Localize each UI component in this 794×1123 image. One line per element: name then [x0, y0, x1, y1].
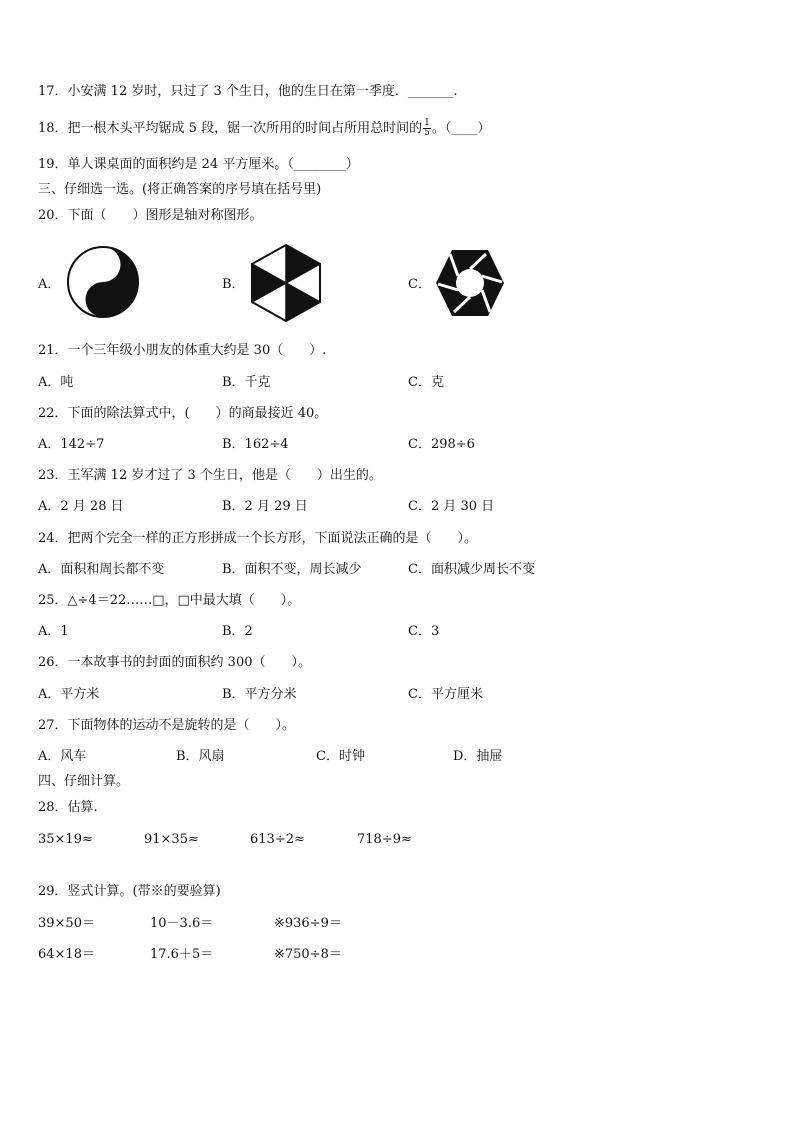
- option-b: B．162÷4: [222, 437, 289, 452]
- estimate-item: 91×35≈: [144, 832, 199, 847]
- section-4-heading: 四、仔细计算。: [38, 774, 130, 789]
- option-c: C．298÷6: [408, 437, 475, 452]
- option-a-label: A．: [38, 277, 61, 292]
- option-b: B．风扇: [176, 749, 225, 764]
- option-c: C．面积减少周长不变: [408, 562, 535, 577]
- question-19: 19．单人课桌面的面积约是 24 平方厘米。（________）: [38, 157, 359, 172]
- option-c: C．时钟: [316, 749, 365, 764]
- question-29-stem: 29．竖式计算。(带※的要验算): [38, 884, 221, 899]
- estimate-item: 718÷9≈: [357, 832, 412, 847]
- option-a: A．平方米: [38, 687, 100, 702]
- question-28-stem: 28．估算.: [38, 800, 98, 815]
- question-22-stem: 22．下面的除法算式中，( ）的商最接近 40。: [38, 406, 328, 421]
- question-18-text: 18．把一根木头平均锯成 5 段，锯一次所用的时间占所用总时间的: [38, 121, 423, 136]
- fraction: $\frac{1}{5}$: [424, 118, 430, 138]
- option-b: B．平方分米: [222, 687, 297, 702]
- question-20-stem: 20．下面（ ）图形是轴对称图形。: [38, 208, 263, 223]
- option-a: A．1: [38, 624, 69, 639]
- calc-item: 10－3.6＝: [150, 916, 214, 931]
- pinwheel-hexagon-figure: [434, 248, 506, 318]
- question-24-stem: 24．把两个完全一样的正方形拼成一个长方形，下面说法正确的是（ ）。: [38, 531, 478, 546]
- yin-yang-figure: [66, 245, 140, 319]
- question-27-stem: 27．下面物体的运动不是旋转的是（ ）。: [38, 718, 296, 733]
- calc-item: 64×18＝: [38, 947, 95, 962]
- option-d: D．抽屉: [453, 749, 503, 764]
- option-c: C．3: [408, 624, 440, 639]
- option-a: A．面积和周长都不变: [38, 562, 165, 577]
- option-b: B．2: [222, 624, 253, 639]
- option-c-label: C．: [408, 277, 431, 292]
- calc-item: 39×50＝: [38, 916, 95, 931]
- option-a: A．142÷7: [38, 437, 105, 452]
- hexagon-figure: [250, 243, 322, 323]
- calc-item: ※936÷9＝: [274, 916, 342, 931]
- estimate-item: 35×19≈: [38, 832, 93, 847]
- option-a: A．2 月 28 日: [38, 499, 124, 514]
- option-c: C．2 月 30 日: [408, 499, 495, 514]
- question-25-stem: 25．△÷4＝22……□，□中最大填（ ）。: [38, 593, 301, 608]
- question-18-blank: 。（____）: [431, 121, 491, 136]
- option-c: C．克: [408, 375, 444, 390]
- question-23-stem: 23．王军满 12 岁才过了 3 个生日，他是（ ）出生的。: [38, 468, 382, 483]
- option-b-label: B．: [222, 277, 245, 292]
- section-3-heading: 三、仔细选一选。(将正确答案的序号填在括号里): [38, 182, 322, 197]
- calc-item: 17.6＋5＝: [150, 947, 214, 962]
- option-b: B．2 月 29 日: [222, 499, 308, 514]
- question-21-stem: 21．一个三年级小朋友的体重大约是 30（ ）.: [38, 343, 327, 358]
- question-17: 17．小安满 12 岁时，只过了 3 个生日，他的生日在第一季度．_______.: [38, 84, 458, 99]
- option-c: C．平方厘米: [408, 687, 483, 702]
- question-26-stem: 26．一本故事书的封面的面积约 300（ ）。: [38, 655, 311, 670]
- option-b: B．面积不变，周长减少: [222, 562, 362, 577]
- option-a: A．吨: [38, 375, 74, 390]
- option-a: A．风车: [38, 749, 87, 764]
- question-18: [38, 119, 490, 138]
- estimate-item: 613÷2≈: [250, 832, 305, 847]
- calc-item: ※750÷8＝: [274, 947, 342, 962]
- option-b: B．千克: [222, 375, 271, 390]
